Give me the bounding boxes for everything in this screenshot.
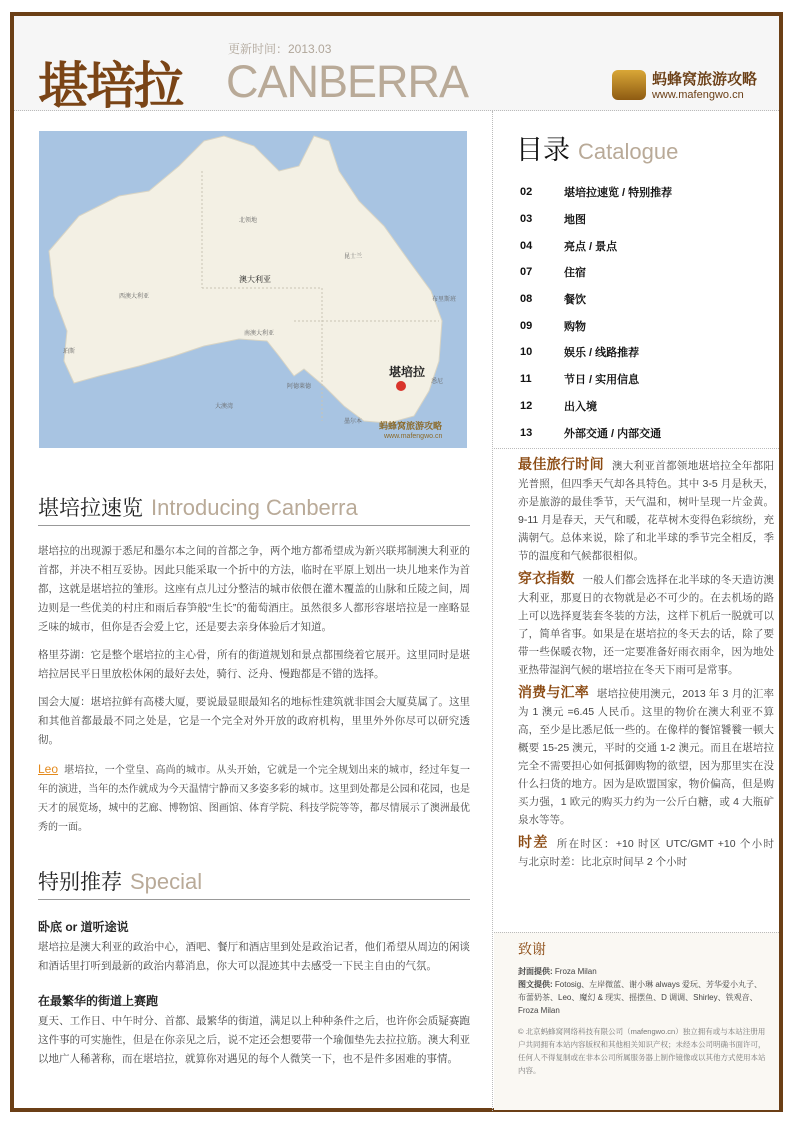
heading-cn: 特别推荐 xyxy=(38,871,122,894)
special-item-title: 在最繁华的街道上赛跑 xyxy=(38,994,159,1008)
map-label: 南澳大利亚 xyxy=(244,331,275,337)
photo-label: 图文提供: xyxy=(518,980,553,989)
catalogue-label: 堪培拉速览 / 特别推荐 xyxy=(564,187,673,200)
heading-cn: 堪培拉速览 xyxy=(38,497,143,520)
quote-text: 堪培拉，一个堂皇、高尚的城市。从头开始，它就是一个完全规划出来的城市，经过年复一年的演进，当年的杰作就成为今天温情宁静而又多姿多彩的城市。这里到处都是公园和花园，也是天才的展览场，城中的艺廊、博物馆、图画馆、体育学院、科技学院等等，都尽情展示了澳洲最优秀的一面。 xyxy=(38,765,470,833)
catalogue-label: 外部交通 / 内部交通 xyxy=(564,427,662,440)
cover-label: 封面提供: xyxy=(518,967,553,976)
header xyxy=(14,16,779,114)
map-label: 悉尼 xyxy=(431,379,444,385)
practical-info xyxy=(518,455,785,875)
catalogue-page: 04 xyxy=(520,239,533,252)
map-label: 墨尔本 xyxy=(344,419,363,425)
intro-paragraph: 国会大厦：堪培拉鲜有高楼大厦，要说最显眼最知名的地标性建筑就非国会大厦莫属了。这里和其他首都最最不同之处是，它是一个完全对外开放的政府机构，里里外外你尽可以研究透彻。 xyxy=(38,696,470,746)
catalogue-page: 11 xyxy=(520,373,532,386)
map-label: 西澳大利亚 xyxy=(119,294,150,300)
info-best-time xyxy=(518,455,774,565)
special-item-text: 堪培拉是澳大利亚的政治中心，酒吧、餐厅和酒店里到处是政治记者，他们希望从周边的闲谈和酒话里打听到最新的政治内幕消息，你大可以混迹其中去感受一下民主自由的气氛。 xyxy=(38,941,470,972)
info-timezone xyxy=(518,833,785,871)
city-title-en: CANBERRA xyxy=(226,56,469,107)
catalogue-label: 节日 / 实用信息 xyxy=(564,374,640,387)
info-text: 澳大利亚首都领地堪培拉全年都阳光普照，但四季天气却各具特色。其中 3-5 月是秋天，亦是旅游的最佳季节，天气温和，树叶呈现一片金黄。9-11 月是春天，天气和暖，花草树木变得色彩缤纷，充满朝气。总体来说，除了和北半球的季节完全相反，季节的温度和气候都很相似。 xyxy=(518,460,775,562)
info-key: 消费与汇率 xyxy=(518,684,589,700)
map-label: 大澳湾 xyxy=(215,404,234,410)
logo-text: 蚂蜂窝旅游攻略 xyxy=(651,71,757,88)
catalogue-item[interactable] xyxy=(516,312,766,339)
catalogue-item[interactable] xyxy=(516,206,766,233)
heading-en: Introducing Canberra xyxy=(151,495,358,520)
map-label: 珀斯 xyxy=(63,349,76,355)
intro-paragraph: 格里芬湖：它是整个堪培拉的主心骨，所有的街道规划和景点都围绕着它展开。这里同时是堪培拉居民平日里放松休闲的最好去处，骑行、泛舟、慢跑都是不错的选择。 xyxy=(38,649,470,680)
intro-paragraph: 堪培拉的出现源于悉尼和墨尔本之间的首都之争，两个地方都希望成为新兴联邦制澳大利亚的首都，并决不相互妥协。因此只能采取一个折中的方法，临时在平原上划出一块儿地来作为首都，这就是堪培拉的雏形。这座有点儿过分整洁的城市依偎在灌木覆盖的山脉和丘陵之间，周边则是一些优美的村庄和雨后春笋般“生长”的葡萄酒庄。虽然很多人都形容堪培拉是一座略显乏味的城市，但你是否会爱上它，还是要去亲身体验后才知道。 xyxy=(38,545,470,633)
catalogue-page: 02 xyxy=(520,186,533,199)
logo-icon xyxy=(612,70,646,100)
credits xyxy=(494,932,779,1110)
catalogue-page: 07 xyxy=(520,266,533,279)
info-currency xyxy=(518,683,774,829)
info-key: 时差 xyxy=(518,834,549,850)
info-key: 最佳旅行时间 xyxy=(518,456,604,472)
catalogue-page: 03 xyxy=(520,213,533,226)
copyright: © 北京蚂蜂窝网络科技有限公司（mafengwo.cn）独立拥有或与本站注册用户共同拥有本站内容版权和其他相关知识产权；未经本公司明确书面许可，任何人不得复制或在非本公司所属服务器上制作镜像或以其他方式使用本站内容。 xyxy=(518,1027,766,1075)
catalogue-label: 地图 xyxy=(564,214,586,227)
catalogue-item[interactable] xyxy=(516,339,766,366)
special-section xyxy=(38,866,470,1069)
catalogue-page: 12 xyxy=(520,399,533,412)
mafengwo-logo xyxy=(612,68,757,101)
catalogue-label: 购物 xyxy=(564,320,586,333)
update-time: 更新时间：2013.03 xyxy=(228,42,332,56)
map-label: 北领地 xyxy=(239,218,258,224)
info-text: 所在时区：+10 时区 UTC/GMT +10 个小时 与北京时差：比北京时间早 2 个小时 xyxy=(518,838,785,868)
map-label: 阿德莱德 xyxy=(287,384,312,390)
divider xyxy=(494,448,779,449)
info-key: 穿衣指数 xyxy=(518,570,575,586)
australia-landmass xyxy=(39,131,467,448)
catalogue-item[interactable] xyxy=(516,286,766,313)
catalogue xyxy=(516,128,766,446)
special-item-text: 夏天、工作日、中午时分、首都、最繁华的街道，满足以上种种条件之后，也许你会质疑赛跑这件事的可实施性，但是在你亲见之后，说不定还会想要带一个瑜伽垫先去拉拉筋。澳大利亚以地广人稀著称，而在堪培拉，就算你对遇见的每个人微笑一下，也不是件多困难的事情。 xyxy=(38,1015,470,1065)
catalogue-item[interactable] xyxy=(516,232,766,259)
map-label: 布里斯班 xyxy=(432,297,457,303)
catalogue-page: 09 xyxy=(520,319,533,332)
user-quote xyxy=(38,760,470,837)
map-watermark-url: www.mafengwo.cn xyxy=(384,433,443,440)
catalogue-item[interactable] xyxy=(516,179,766,206)
catalogue-item[interactable] xyxy=(516,393,766,420)
catalogue-title-en: Catalogue xyxy=(578,139,679,164)
special-item-title: 卧底 or 道听途说 xyxy=(38,920,129,934)
map-label-country: 澳大利亚 xyxy=(239,275,271,284)
info-text: 堪培拉使用澳元，2013 年 3 月的汇率为 1 澳元 =6.45 人民币。这里的物价在澳大利亚不算高，至少是比悉尼低一些的。在像样的餐馆饕餮一顿大概要 15-25 澳元，平时的交通 1-2 澳元。而且在堪培拉完全不需要担心如何抵御购物的欲望，因为那里实在没什么扫货的地方。因为是欧盟国家，物价偏高，但是购买力强，1 欧元的购买力约为一公斤白糖，或 4 大瓶矿泉水等等。 xyxy=(518,688,774,826)
catalogue-label: 住宿 xyxy=(564,267,586,280)
catalogue-label: 亮点 / 景点 xyxy=(564,240,618,253)
catalogue-page: 10 xyxy=(520,346,533,359)
city-title-cn: 堪培拉 xyxy=(38,58,182,114)
intro-heading xyxy=(38,492,470,526)
map-label-capital: 堪培拉 xyxy=(389,365,426,379)
photo-credit: Fotosig、左岸微蓝、谢小琳 always 爱玩、芳华爱小丸子、布蕾奶茶、Leo、魔幻 & 现实、摇摆鱼、D 调调、Shirley、铁观音、Froza Milan xyxy=(518,980,763,1015)
heading-en: Special xyxy=(130,869,203,894)
intro-section xyxy=(38,492,470,837)
info-clothing xyxy=(518,569,774,679)
catalogue-page: 13 xyxy=(520,426,533,439)
map-watermark: 蚂蜂窝旅游攻略 xyxy=(379,421,443,431)
logo-url: www.mafengwo.cn xyxy=(651,89,744,101)
catalogue-page: 08 xyxy=(520,293,533,306)
info-text: 一般人们都会选择在北半球的冬天造访澳大利亚，那夏日的衣物就是必不可少的。在去机场的路上可以选择夏装套冬装的方法，这样下机后一脱就可以了，简单省事。如果是在堪培拉的冬天去的话，除了要带一些保暖衣物，还一定要准备好雨衣雨伞，因为地处亚热带湿润气候的堪培拉在冬天下雨可是常事。 xyxy=(518,574,775,676)
catalogue-label: 出入境 xyxy=(564,400,597,413)
map-label: 昆士兰 xyxy=(344,254,363,260)
column-divider xyxy=(492,111,493,1111)
map-pin-icon xyxy=(396,381,406,391)
catalogue-item[interactable] xyxy=(516,259,766,286)
catalogue-label: 餐饮 xyxy=(564,294,586,307)
cover-credit: Froza Milan xyxy=(554,967,597,976)
catalogue-item[interactable] xyxy=(516,419,766,446)
catalogue-item[interactable] xyxy=(516,366,766,393)
map-australia xyxy=(39,131,467,448)
catalogue-label: 娱乐 / 线路推荐 xyxy=(564,347,640,360)
quote-author-link[interactable]: Leo xyxy=(38,762,59,776)
credits-title: 致谢 xyxy=(518,941,546,957)
catalogue-title-cn: 目录 xyxy=(516,135,570,165)
special-heading xyxy=(38,866,470,900)
